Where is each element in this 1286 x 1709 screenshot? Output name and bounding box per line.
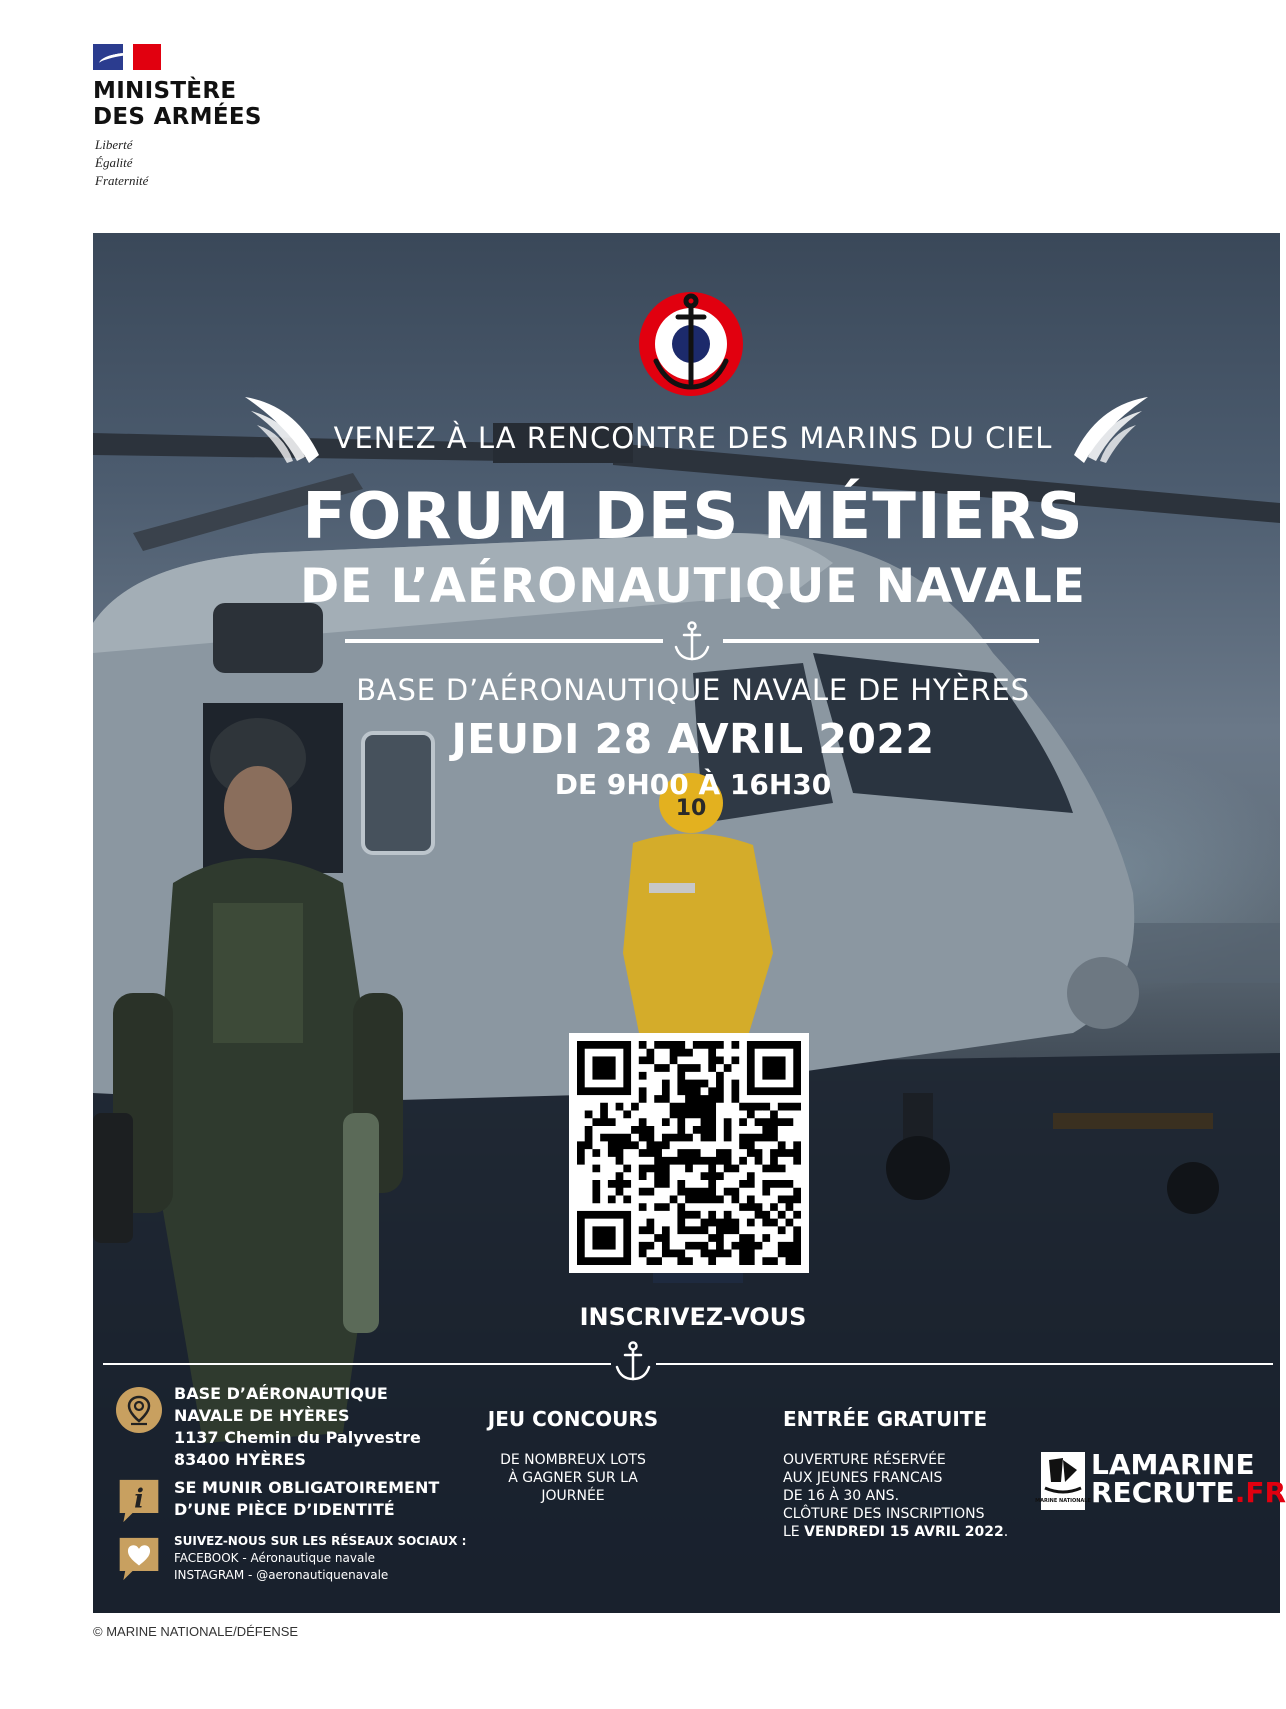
photo-credit: © MARINE NATIONALE/DÉFENSE <box>93 1624 299 1639</box>
poster-subtitle: DE L’AÉRONAUTIQUE NAVALE <box>300 559 1086 614</box>
contest-body: DE NOMBREUX LOTS À GAGNER SUR LA JOURNÉE <box>500 1452 646 1504</box>
navy-aviation-cocarde-icon <box>638 291 744 397</box>
svg-text:MARINE NATIONALE: MARINE NATIONALE <box>1035 1498 1091 1504</box>
info-speech-icon <box>116 1478 162 1524</box>
footer-divider-right <box>656 1363 1273 1365</box>
heart-speech-icon <box>116 1536 162 1582</box>
french-flag-icon <box>93 44 161 70</box>
svg-text:i: i <box>134 1484 144 1515</box>
poster-title: FORUM DES MÉTIERS <box>302 480 1084 554</box>
social-block: SUIVEZ-NOUS SUR LES RÉSEAUX SOCIAUX : FACEBOOK - Aéronautique navale INSTAGRAM - @aeronautiquenavale <box>174 1534 467 1582</box>
contest-title: JEU CONCOURS <box>487 1407 659 1431</box>
id-notice: SE MUNIR OBLIGATOIREMENT D’UNE PIÈCE D’IDENTITÉ <box>174 1478 440 1519</box>
registration-deadline: LE VENDREDI 15 AVRIL 2022. <box>783 1524 1009 1540</box>
ministry-name: MINISTÈRE DES ARMÉES <box>93 78 262 130</box>
instagram-link[interactable]: INSTAGRAM - @aeronautiquenavale <box>174 1568 389 1582</box>
divider-right <box>723 639 1039 643</box>
tagline: VENEZ À LA RENCONTRE DES MARINS DU CIEL <box>333 421 1053 455</box>
crew-helmet-number: 10 <box>675 796 707 821</box>
register-label: INSCRIVEZ-VOUS <box>579 1303 807 1331</box>
footer-divider-left <box>103 1363 611 1365</box>
event-poster <box>93 233 1286 1613</box>
event-date: JEUDI 28 AVRIL 2022 <box>451 715 935 763</box>
anchor-icon <box>672 621 712 663</box>
registration-qr-code[interactable] <box>569 1033 809 1273</box>
facebook-link[interactable]: FACEBOOK - Aéronautique navale <box>174 1551 376 1565</box>
ministry-motto: Liberté Égalité Fraternité <box>95 137 149 188</box>
event-hours: DE 9H00 À 16H30 <box>554 768 832 801</box>
divider-left <box>345 639 663 643</box>
address-block: BASE D’AÉRONAUTIQUE NAVALE DE HYÈRES 1137 Chemin du Palyvestre 83400 HYÈRES <box>174 1384 421 1469</box>
anchor-icon <box>613 1341 653 1383</box>
free-entry-title: ENTRÉE GRATUITE <box>783 1407 988 1431</box>
marine-nationale-logo <box>1035 1452 1091 1510</box>
event-location: BASE D’AÉRONAUTIQUE NAVALE DE HYÈRES <box>356 673 1030 707</box>
la-marine-recrute-logo[interactable]: LAMARINE RECRUTE.FR <box>1091 1448 1286 1509</box>
location-pin-icon <box>116 1387 162 1433</box>
free-entry-body: OUVERTURE RÉSERVÉE AUX JEUNES FRANCAIS DE 16 À 30 ANS. CLÔTURE DES INSCRIPTIONS LE VENDREDI 15 AVRIL 2022. <box>783 1451 1023 1541</box>
